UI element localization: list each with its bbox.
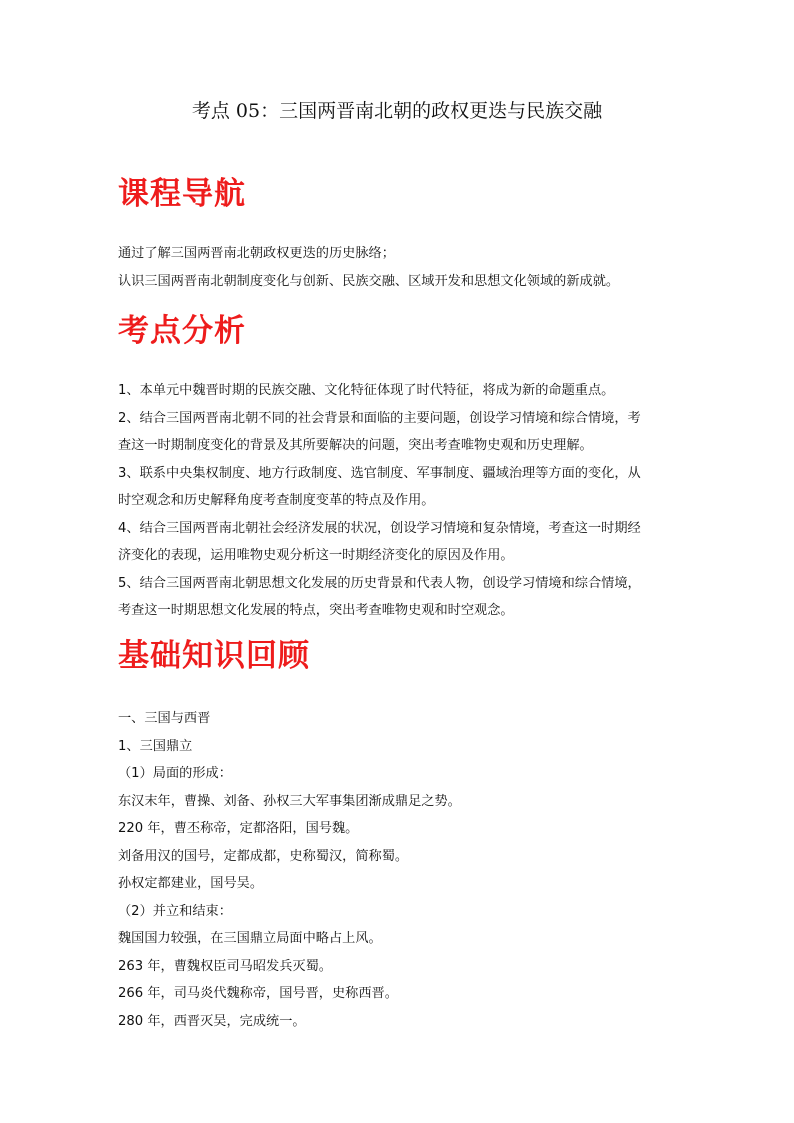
text-line: 刘备用汉的国号，定都成都，史称蜀汉，简称蜀。 <box>118 848 409 864</box>
section-heading-course-nav: 课程导航 <box>118 176 246 212</box>
text-line: 266 年，司马炎代魏称帝，国号晋，史称西晋。 <box>118 986 398 1001</box>
text-line: 通过了解三国两晋南北朝政权更迭的历史脉络； <box>118 246 395 261</box>
text-line: 时空观念和历史解释角度考查制度变革的特点及作用。 <box>118 493 435 508</box>
course-nav-text <box>118 240 683 295</box>
text-line: 查这一时期制度变化的背景及其所要解决的问题，突出考查唯物史观和历史理解。 <box>118 438 593 453</box>
text-line: 孙权定都建业，国号吴。 <box>118 876 264 891</box>
text-line: 4、结合三国两晋南北朝社会经济发展的状况，创设学习情境和复杂情境，考查这一时期经 <box>118 520 641 536</box>
text-line: 1、三国鼎立 <box>118 738 193 754</box>
exam-analysis-text <box>118 377 683 625</box>
text-line: （1）局面的形成： <box>118 766 232 781</box>
text-line: 魏国国力较强，在三国鼎立局面中略占上风。 <box>118 931 382 946</box>
basics-review-text <box>118 705 683 1035</box>
text-line: 济变化的表现，运用唯物史观分析这一时期经济变化的原因及作用。 <box>118 548 514 563</box>
text-line: 一、三国与西晋 <box>118 711 211 726</box>
section-heading-basics-review: 基础知识回顾 <box>118 638 310 674</box>
section-heading-exam-analysis: 考点分析 <box>118 313 246 349</box>
text-line: 东汉末年，曹操、刘备、孙权三大军事集团渐成鼎足之势。 <box>118 793 461 809</box>
text-line: 2、结合三国两晋南北朝不同的社会背景和面临的主要问题，创设学习情境和综合情境，考 <box>118 410 641 426</box>
text-line: 263 年，曹魏权臣司马昭发兵灭蜀。 <box>118 958 332 974</box>
text-line: 1、本单元中魏晋时期的民族交融、文化特征体现了时代特征，将成为新的命题重点。 <box>118 383 615 398</box>
text-line: 280 年，西晋灭吴，完成统一。 <box>118 1013 306 1029</box>
text-line: 5、结合三国两晋南北朝思想文化发展的历史背景和代表人物，创设学习情境和综合情境， <box>118 575 641 591</box>
text-line: 220 年，曹丕称帝，定都洛阳，国号魏。 <box>118 821 359 836</box>
page-title: 考点 05：三国两晋南北朝的政权更迭与民族交融 <box>191 100 603 122</box>
text-line: 3、联系中央集权制度、地方行政制度、选官制度、军事制度、疆域治理等方面的变化，从 <box>118 465 641 481</box>
text-line: （2）并立和结束： <box>118 903 232 919</box>
text-line: 考查这一时期思想文化发展的特点，突出考查唯物史观和时空观念。 <box>118 603 514 618</box>
text-line: 认识三国两晋南北朝制度变化与创新、民族交融、区域开发和思想文化领域的新成就。 <box>118 273 620 289</box>
